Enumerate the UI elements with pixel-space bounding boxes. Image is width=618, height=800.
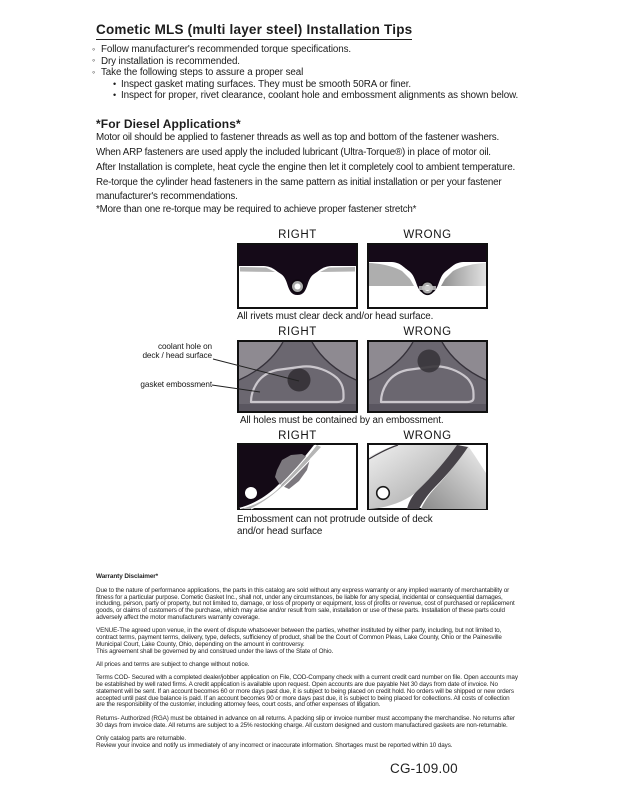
bolt-hole-icon (245, 487, 257, 499)
coolant-hole-icon (418, 350, 441, 373)
coolant-hole-callout: coolant hole on deck / head surface (142, 342, 212, 361)
protrusion-wrong-diagram (367, 443, 488, 510)
list-item (113, 90, 518, 102)
bullet-text: Inspect gasket mating surfaces. They must be smooth 50RA or finer. (121, 78, 411, 90)
disclaimer-paragraph: VENUE-The agreed upon venue, in the event of dispute whatsoever between the parties, whether instituted by either party, including, but not limited to, contract terms, payment terms, delivery, type, defects, sufficiency of product, shall be the Court of Common Pleas, Lake County, Ohio or the Painesville Municipal Court, Lake County, Ohio, depending on the amount in controversy. (96, 627, 502, 648)
diesel-applications-heading: *For Diesel Applications* (96, 117, 241, 131)
disclaimer-paragraph: All prices and terms are subject to change without notice. (96, 660, 250, 668)
row3-caption-line2: and/or head surface (237, 526, 323, 537)
row2-right-label: RIGHT (278, 326, 317, 338)
gasket-embossment-callout: gasket embossment (140, 380, 212, 389)
embossment-wrong-diagram (367, 340, 488, 413)
disclaimer-paragraph: Terms COD- Secured with a completed dealer/jobber application on File, COD-Company check with a current credit card number on file. Open accounts may be established by well rated firms. A credit application is available upon request. Open accounts are due payable Net 30 days from date of invoice. No statement will be sent. If an account becomes 60 or more days past due, it is subject to being placed on credit hold. No orders will be shipped or new orders accepted until past due balance is paid. If an account becomes 90 or more days past due, it is subject to being placed for collections. All costs of collection are the responsibility of the customer, including attorney fees, court costs, and other expenses of litigation. (96, 674, 518, 709)
row1-caption: All rivets must clear deck and/or head surface. (237, 311, 434, 322)
row2-wrong-label: WRONG (403, 326, 452, 338)
callout-connector-lines (210, 350, 305, 400)
list-item (92, 67, 518, 79)
page-title: Cometic MLS (multi layer steel) Installation Tips (96, 22, 412, 40)
bullet-text: Follow manufacturer's recommended torque specifications. (101, 44, 352, 55)
bullet-text: Inspect for proper, rivet clearance, coolant hole and embossment alignments as shown below. (121, 90, 519, 102)
list-item (113, 79, 518, 91)
row3-wrong-label: WRONG (403, 430, 452, 442)
disclaimer-paragraph: Returns- Authorized (RGA) must be obtained in advance on all returns. A packing slip or invoice number must accompany the merchandise. No returns after 30 days from invoice date. All returns are subject to a 25% restocking charge. All custom designed and custom manufactured gaskets are non-returnable. (96, 714, 515, 729)
row3-right-label: RIGHT (278, 430, 317, 442)
bolt-hole-icon (377, 487, 390, 500)
retorque-note: *More than one re-torque may be required to achieve proper fastener stretch* (96, 204, 417, 215)
disclaimer-paragraph: This agreement shall be governed by and construed under the laws of the State of Ohio. (96, 647, 334, 655)
warranty-disclaimer (96, 574, 520, 756)
row1-wrong-label: WRONG (403, 229, 452, 241)
bullet-text: Take the following steps to assure a proper seal (101, 67, 304, 79)
disclaimer-paragraph: Due to the nature of performance applications, the parts in this catalog are sold without any express warranty or any implied warranty of merchantability or fitness for a particular purpose. Cometic Gasket Inc., shall not, under any circumstances, be liable for any special, incidental or consequential damages, including, person, party or property, but not limited to, damage, or loss of property or equipment, loss of profits or revenue, cost of purchased or replacement goods, or claims of customers of the purchase, which may arise and/or result from sale, installation or use of these parts. Installation of these parts could adversely affect the motor manufacturers warranty coverage. (96, 586, 515, 621)
protrusion-right-diagram (237, 443, 358, 510)
rivet-clearance-wrong-diagram (367, 243, 488, 309)
list-item (92, 56, 518, 68)
diesel-paragraph-1: Motor oil should be applied to fastener threads as well as top and bottom of the fastener washers. When ARP fasteners are used apply the included lubricant (Ultra-Torque®) in place of motor oil. (96, 132, 500, 158)
row2-caption: All holes must be contained by an embossment. (240, 415, 444, 426)
row3-caption-line1: Embossment can not protrude outside of deck (237, 514, 433, 525)
diesel-paragraph-2: After Installation is complete, heat cycle the engine then let it completely cool to ambient temperature. Re-torque the cylinder head fasteners in the same pattern as initial installation or per your fastener manufacturer's recommendations. (96, 162, 516, 202)
disclaimer-paragraph: Only catalog parts are returnable. (96, 734, 187, 742)
disclaimer-heading: Warranty Disclaimer* (96, 573, 159, 580)
rivet-clearance-right-diagram (237, 243, 358, 309)
list-item (92, 44, 518, 56)
page-number: CG-109.00 (390, 761, 458, 776)
row1-right-label: RIGHT (278, 229, 317, 241)
bullet-text: Dry installation is recommended. (101, 55, 240, 67)
installation-tips-list (92, 44, 518, 102)
disclaimer-paragraph: Review your invoice and notify us immediately of any incorrect or inaccurate information. Shortages must be reported within 10 days. (96, 741, 453, 749)
